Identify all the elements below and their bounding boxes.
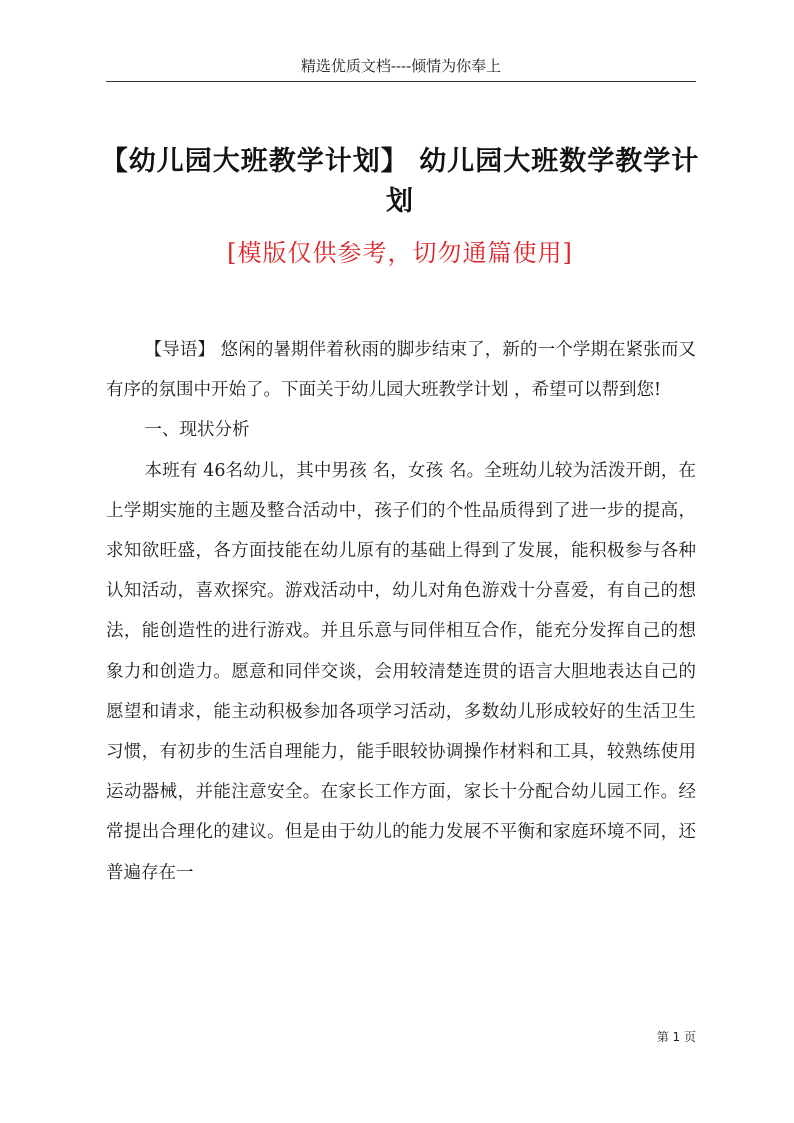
page-number: 第 1 页 — [656, 1030, 696, 1044]
paragraph-intro: 【导语】 悠闲的暑期伴着秋雨的脚步结束了，新的一个学期在紧张而又有序的氛围中开始了。下面关于幼儿园大班教学计划 ，希望可以帮到您! — [106, 340, 696, 401]
page-header: 精选优质文档----倾情为你奉上 — [300, 57, 502, 75]
header-divider — [106, 81, 696, 82]
section-heading: 一、现状分析 — [144, 420, 250, 441]
document-body — [106, 330, 696, 893]
document-subtitle: [模版仅供参考，切勿通篇使用] — [227, 239, 573, 267]
document-title: 【幼儿园大班教学计划】 幼儿园大班数学教学计划 — [100, 146, 700, 217]
paragraph-analysis: 本班有 46名幼儿，其中男孩 名，女孩 名。全班幼儿较为活泼开朗，在上学期实施的主题及整合活动中，孩子们的个性品质得到了进一步的提高，求知欲旺盛，各方面技能在幼儿原有的基础上得到了发展，能积极参与各种认知活动，喜欢探究。游戏活动中，幼儿对角色游戏十分喜爱，有自己的想法，能创造性的进行游戏。并且乐意与同伴相互合作，能充分发挥自己的想象力和创造力。愿意和同伴交谈，会用较清楚连贯的语言大胆地表达自己的愿望和请求，能主动积极参加各项学习活动，多数幼儿形成较好的生活卫生习惯，有初步的生活自理能力，能手眼较协调操作材料和工具，较熟练使用运动器械，并能注意安全。在家长工作方面，家长十分配合幼儿园工作。经常提出合理化的建议。但是由于幼儿的能力发展不平衡和家庭环境不同，还普遍存在一 — [106, 460, 696, 883]
